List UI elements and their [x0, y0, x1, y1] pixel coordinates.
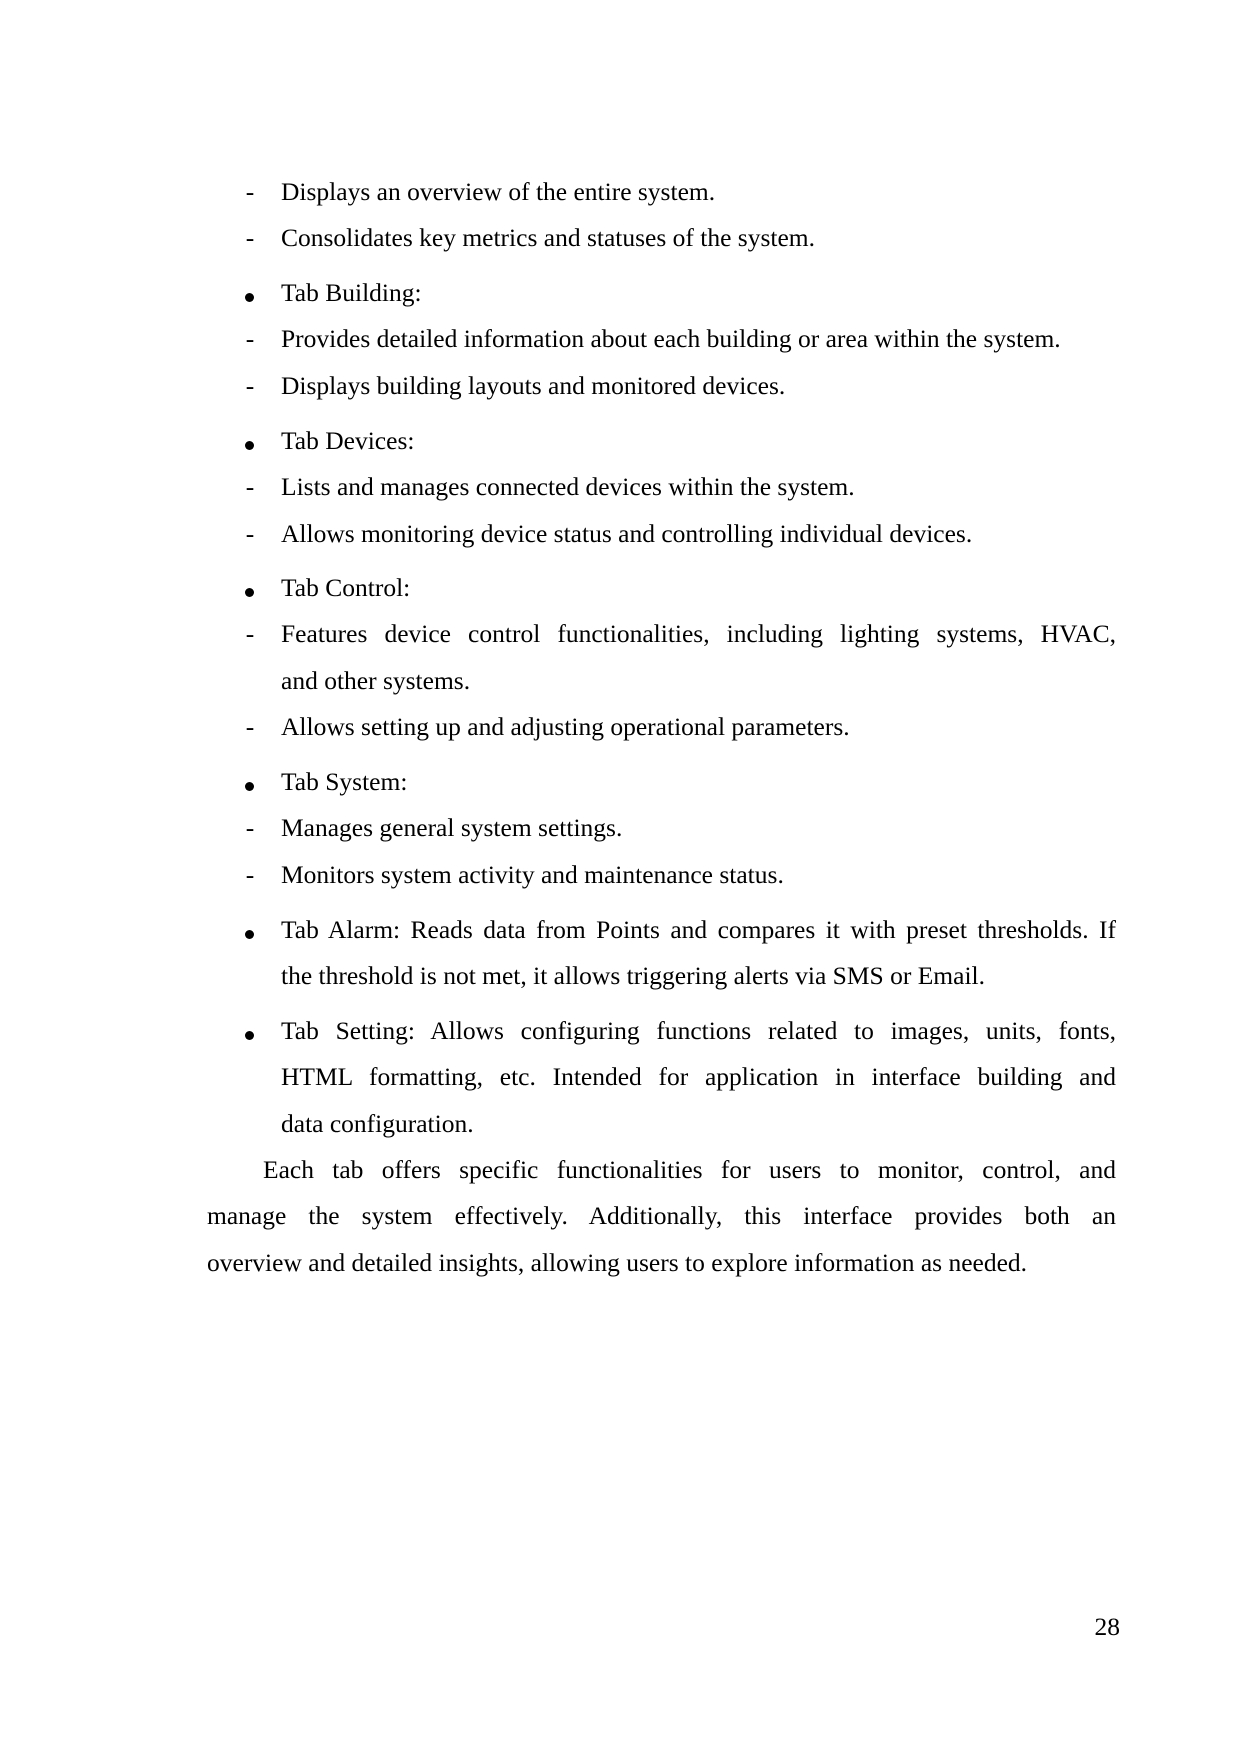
list-heading: Tab Devices:	[281, 426, 415, 455]
bullet-icon	[245, 293, 254, 302]
list-item: Manages general system settings.	[281, 813, 623, 842]
list-heading-line: Tab Alarm: Reads data from Points and compares it with preset thresholds. If	[281, 915, 1116, 944]
page-number: 28	[1094, 1612, 1120, 1641]
list-item: Displays an overview of the entire system.	[281, 177, 716, 206]
list-heading: Tab Control:	[281, 573, 411, 602]
dash-marker: -	[245, 712, 255, 741]
list-item: Allows setting up and adjusting operational parameters.	[281, 712, 850, 741]
paragraph-line: Each tab offers specific functionalities for users to monitor, control, and	[263, 1155, 1116, 1184]
list-heading-line: HTML formatting, etc. Intended for application in interface building and	[281, 1062, 1116, 1091]
bullet-icon	[245, 588, 254, 597]
dash-marker: -	[245, 177, 255, 206]
dash-marker: -	[245, 371, 255, 400]
dash-marker: -	[245, 519, 255, 548]
list-item: Consolidates key metrics and statuses of the system.	[281, 223, 815, 252]
list-heading-line: Tab Setting: Allows configuring functions related to images, units, fonts,	[281, 1016, 1116, 1045]
list-item: Monitors system activity and maintenance status.	[281, 860, 784, 889]
list-item-line: Features device control functionalities, including lighting systems, HVAC,	[281, 619, 1116, 648]
list-heading: Tab Building:	[281, 278, 422, 307]
bullet-icon	[245, 782, 254, 791]
dash-marker: -	[245, 619, 255, 648]
dash-marker: -	[245, 223, 255, 252]
list-heading-line: data configuration.	[281, 1109, 474, 1138]
list-item-line: and other systems.	[281, 666, 471, 695]
dash-marker: -	[245, 813, 255, 842]
dash-marker: -	[245, 324, 255, 353]
bullet-icon	[245, 930, 254, 939]
bullet-icon	[245, 441, 254, 450]
list-item: Allows monitoring device status and controlling individual devices.	[281, 519, 973, 548]
paragraph-line: overview and detailed insights, allowing users to explore information as needed.	[207, 1248, 1028, 1277]
list-heading-line: the threshold is not met, it allows triggering alerts via SMS or Email.	[281, 961, 985, 990]
list-item: Provides detailed information about each building or area within the system.	[281, 324, 1061, 353]
dash-marker: -	[245, 860, 255, 889]
list-item: Displays building layouts and monitored devices.	[281, 371, 786, 400]
list-heading: Tab System:	[281, 767, 408, 796]
dash-marker: -	[245, 472, 255, 501]
paragraph-line: manage the system effectively. Additionally, this interface provides both an	[207, 1201, 1116, 1230]
list-item: Lists and manages connected devices within the system.	[281, 472, 855, 501]
bullet-icon	[245, 1031, 254, 1040]
